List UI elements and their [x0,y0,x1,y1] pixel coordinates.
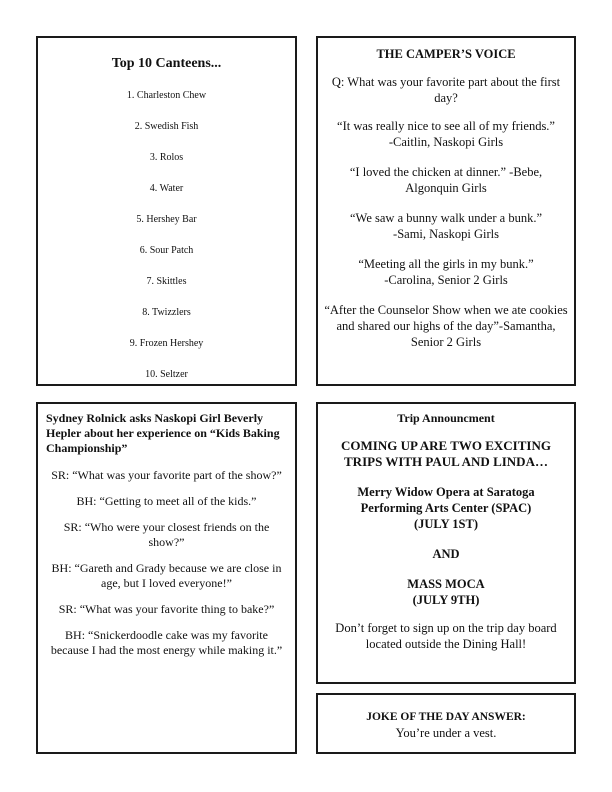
interview-box [36,402,297,754]
joke-answer: You’re under a vest. [395,726,497,740]
canteen-item: 10. Seltzer [145,369,188,380]
interview-answer: BH: “Snickerdoodle cake was my favorite because I had the most energy while making it.” [50,628,283,657]
trip-reminder: Don’t forget to sign up on the trip day board located outside the Dining Hall! [335,621,557,651]
trip-opera [326,484,566,532]
quote-text: “We saw a bunny walk under a bunk.” [350,211,542,225]
camper-quote [324,118,568,150]
canteen-item: 4. Water [149,183,184,194]
trip-opera-date: (JULY 1ST) [413,517,479,531]
canteens-box [36,36,297,386]
canteen-item: 7. Skittles [146,276,187,287]
canteen-item: 2. Swedish Fish [134,121,199,132]
canteen-item: 3. Rolos [149,152,184,163]
campers-voice-question: Q: What was your favorite part about the first day? [331,75,561,105]
quote-attribution: -Carolina, Senior 2 Girls [384,273,508,287]
joke-title: JOKE OF THE DAY ANSWER: [366,711,526,723]
interview-answer: BH: “Getting to meet all of the kids.” [76,494,257,508]
camper-quote [324,164,568,196]
campers-voice-title: THE CAMPER’S VOICE [376,47,516,61]
interview-answer: BH: “Gareth and Grady because we are close in age, but I loved everyone!” [51,561,282,590]
quote-text: “Meeting all the girls in my bunk.” [358,257,534,271]
quote-text: “It was really nice to see all of my friends.” [337,119,555,133]
trip-moca-name: MASS MOCA [407,577,485,591]
canteen-item: 1. Charleston Chew [126,90,207,101]
interview-question: SR: “What was your favorite part of the show?” [51,468,282,482]
quote-text: “I loved the chicken at dinner.” -Bebe, [349,165,543,179]
camper-quote [324,256,568,288]
joke-answer-box [316,693,576,754]
canteen-item: 6. Sour Patch [139,245,194,256]
trip-moca [326,576,566,608]
canteen-item: 8. Twizzlers [142,307,191,318]
camper-quote [324,210,568,242]
trip-and: AND [432,547,460,561]
quote-attribution: Algonquin Girls [405,181,487,195]
trip-coming-up: COMING UP ARE TWO EXCITING TRIPS WITH PAUL AND LINDA… [341,438,551,469]
quote-attribution: -Sami, Naskopi Girls [393,227,499,241]
canteen-item: 9. Frozen Hershey [129,338,204,349]
trip-moca-date: (JULY 9TH) [412,593,480,607]
interview-headline: Sydney Rolnick asks Naskopi Girl Beverly Hepler about her experience on “Kids Baking Championship” [46,411,280,455]
campers-voice-box [316,36,576,386]
canteens-title: Top 10 Canteens... [111,56,222,71]
trip-title: Trip Announcment [397,411,495,425]
quote-attribution: -Caitlin, Naskopi Girls [388,135,504,149]
trip-opera-name: Merry Widow Opera at Saratoga Performing Arts Center (SPAC) [357,485,535,515]
quote-text: “After the Counselor Show when we ate cookies and shared our highs of the day”-Samantha, Senior 2 Girls [324,303,568,349]
trip-announcement-box [316,402,576,684]
interview-question: SR: “What was your favorite thing to bake?” [58,602,275,616]
interview-question: SR: “Who were your closest friends on the show?” [63,520,270,549]
camper-quote [324,302,568,350]
canteen-item: 5. Hershey Bar [136,214,197,225]
